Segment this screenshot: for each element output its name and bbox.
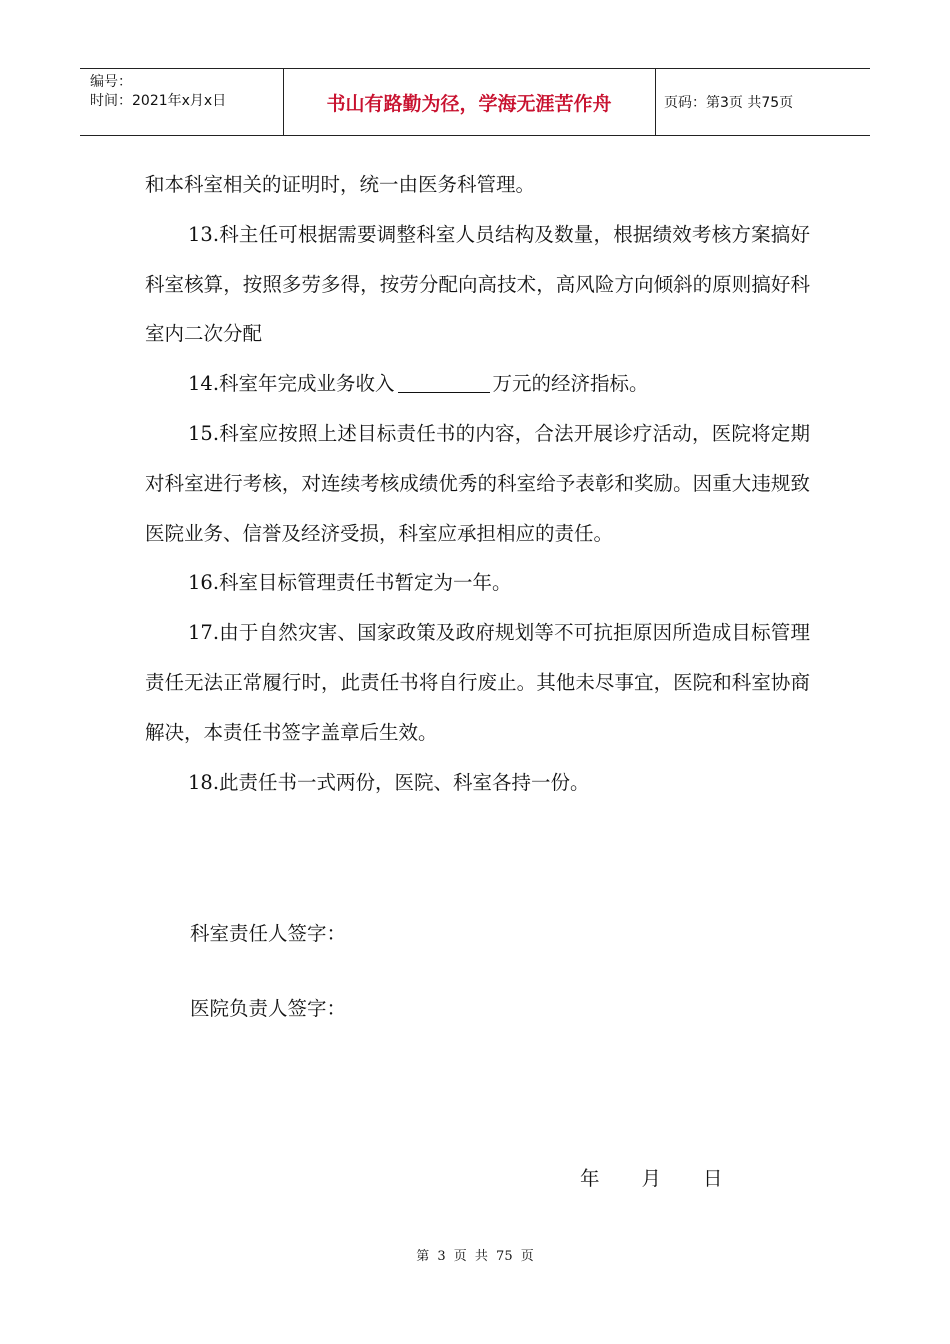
signing-date: [580, 1163, 723, 1191]
document-body: [145, 160, 810, 807]
paragraph-12-continued: 和本科室相关的证明时，统一由医务科管理。: [145, 173, 536, 196]
paragraph-14-text-before: 14.科室年完成业务收入: [188, 372, 395, 396]
paragraph-17: 17.由于自然灾害、国家政策及政府规划等不可抗拒原因所造成目标管理责任无法正常履行时，此责任书将自行废止。其他未尽事宜，医院和科室协商解决，本责任书签字盖章后生效。: [145, 621, 810, 744]
page-footer: 第 3 页 共 75 页: [416, 1249, 534, 1264]
header-page-info: 页码：第3页 共75页: [664, 95, 794, 111]
header-meta: [90, 73, 280, 111]
header-divider-right: [655, 69, 656, 135]
document-number-label: 编号：: [90, 74, 132, 90]
hospital-signature-label: 医院负责人签字：: [190, 997, 347, 1020]
paragraph-14-text-after: 万元的经济指标。: [492, 372, 649, 396]
dept-signature-label: 科室责任人签字：: [190, 922, 347, 945]
document-time-label: 时间：2021年x月x日: [90, 93, 227, 109]
date-day-label: 日: [703, 1167, 723, 1190]
page-header: [80, 68, 870, 136]
paragraph-13: 13.科主任可根据需要调整科室人员结构及数量，根据绩效考核方案搞好科室核算，按照多劳多得，按劳分配向高技术，高风险方向倾斜的原则搞好科室内二次分配: [145, 222, 810, 346]
date-month-label: 月: [641, 1167, 662, 1190]
paragraph-14: [145, 359, 810, 409]
paragraph-18: 18.此责任书一式两份，医院、科室各持一份。: [188, 770, 590, 794]
header-motto: 书山有路勤为径，学海无涯苦作舟: [326, 92, 612, 115]
date-year-label: 年: [580, 1167, 600, 1190]
income-blank-line: [398, 374, 490, 393]
paragraph-16: 16.科室目标管理责任书暂定为一年。: [188, 571, 512, 595]
paragraph-15: 15.科室应按照上述目标责任书的内容，合法开展诊疗活动，医院将定期对科室进行考核，对连续考核成绩优秀的科室给予表彰和奖励。因重大违规致医院业务、信誉及经济受损，科室应承担相应的责任。: [145, 421, 810, 545]
